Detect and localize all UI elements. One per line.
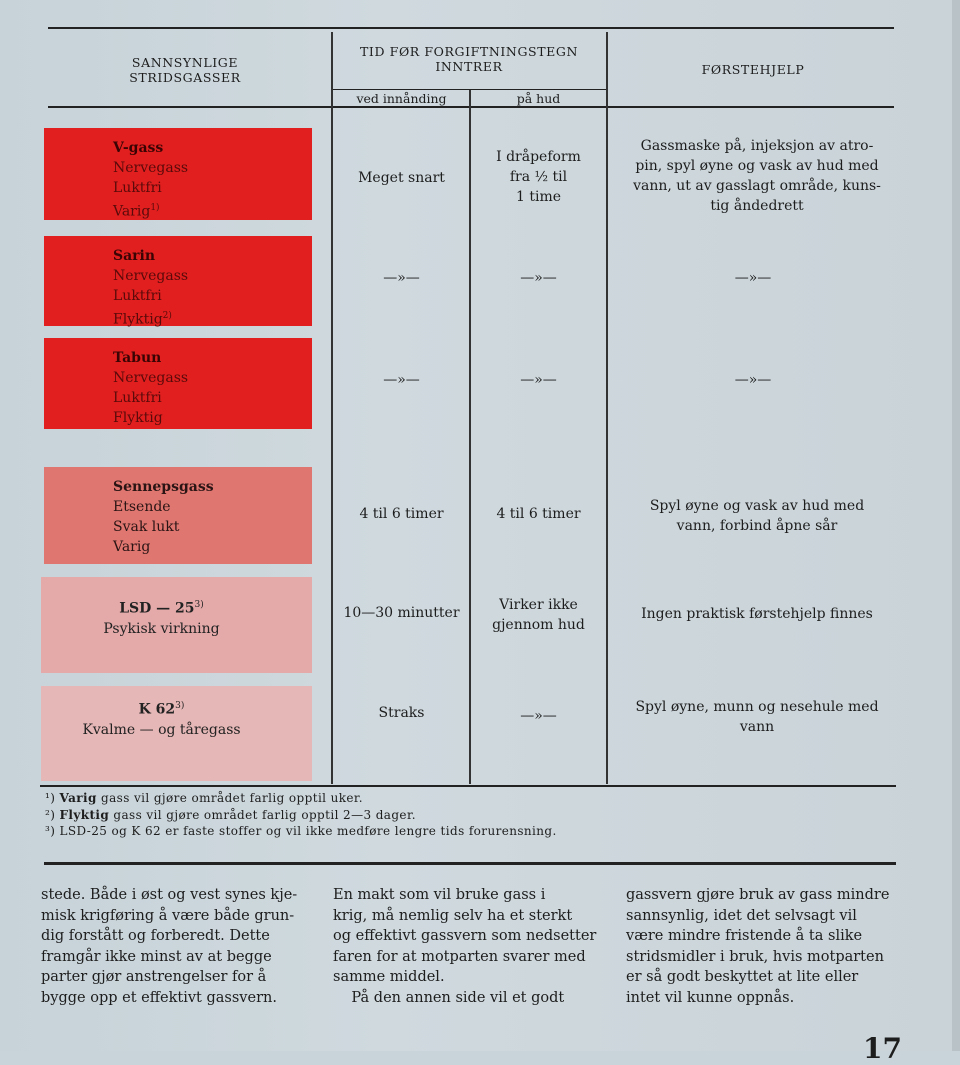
- skin-sarin: —»—: [520, 270, 557, 286]
- first-aid-sennepsgass: Spyl øyne og vask av hud med vann, forbind åpne sår: [649, 498, 865, 534]
- gas-name: K 62: [138, 701, 176, 718]
- header-first-aid: FØRSTEHJELP: [701, 62, 805, 77]
- subheader-skin: på hud: [516, 91, 561, 106]
- gas-name: LSD — 25: [119, 600, 195, 617]
- table-bottom-rule: [40, 785, 896, 787]
- gas-name: Sennepsgass: [113, 479, 214, 495]
- inhalation-lsd: 10—30 minutter: [343, 605, 460, 621]
- skin-lsd: Virker ikke gjennom hud: [492, 597, 585, 633]
- gas-box-sarin: Sarin Nervegass Luktfri Flyktig$^{2)}$: [44, 236, 312, 326]
- subheader-inhalation: ved innånding: [356, 91, 447, 106]
- body-column-3: gassvern gjøre bruk av gass mindre sannsynlig, idet det selvsagt vil være mindre fristende å ta slike stridsmidler i bruk, hvis motparten er så godt beskyttet at lite eller intet vil kunne oppnås.: [626, 887, 890, 1006]
- body-column-1: stede. Både i øst og vest synes kje- misk krigføring å være både grun- dig forstått og forberedt. Dette framgår ikke minst av at begge parter gjør anstrengelser for å bygge opp et effektivt gassvern.: [41, 887, 298, 1006]
- footnote-1: ¹) Varig gass vil gjøre området farlig opptil uker.: [45, 791, 363, 805]
- page-edge: [952, 0, 960, 1051]
- gas-box-sennepsgass: Sennepsgass Etsende Svak lukt Varig: [44, 467, 312, 564]
- inhalation-v-gass: Meget snart: [358, 170, 445, 186]
- gas-name: V-gass: [113, 140, 164, 156]
- inhalation-k62: Straks: [378, 705, 425, 721]
- table-top-rule: [48, 27, 894, 29]
- page-number: 17: [863, 1032, 902, 1065]
- section-rule: [44, 862, 896, 865]
- header-gases: SANNSYNLIGE STRIDSGASSER: [129, 55, 241, 85]
- first-aid-tabun: —»—: [734, 372, 772, 388]
- footnotes: [45, 790, 557, 840]
- header-time: TID FØR FORGIFTNINGSTEGN INNTRER: [360, 44, 578, 74]
- footnote-3: ³) LSD-25 og K 62 er faste stoffer og vil ikke medføre lengre tids forurensning.: [45, 824, 557, 838]
- inhalation-sennepsgass: 4 til 6 timer: [359, 506, 444, 522]
- footnote-2: ²) Flyktig gass vil gjøre området farlig opptil 2—3 dager.: [45, 807, 416, 822]
- gas-box-lsd: LSD — 25$^{3)}$ Psykisk virkning: [41, 577, 312, 673]
- body-column-2: En makt som vil bruke gass i krig, må nemlig selv ha et sterkt og effektivt gassvern som nedsetter faren for at motparten svarer med samme middel. På den annen side vil et godt: [333, 887, 597, 1006]
- inhalation-tabun: —»—: [383, 372, 420, 388]
- first-aid-lsd: Ingen praktisk førstehjelp finnes: [641, 606, 873, 622]
- skin-tabun: —»—: [520, 372, 557, 388]
- header-bottom-rule: [48, 106, 894, 108]
- inhalation-sarin: —»—: [383, 270, 420, 286]
- gas-name: Tabun: [113, 350, 162, 366]
- skin-sennepsgass: 4 til 6 timer: [496, 506, 581, 522]
- gas-box-tabun: Tabun Nervegass Luktfri Flyktig: [44, 338, 312, 429]
- skin-v-gass: I dråpeform fra ½ til 1 time: [496, 149, 581, 205]
- column-divider-1: [331, 32, 333, 784]
- column-divider-3: [606, 32, 608, 784]
- first-aid-v-gass: Gassmaske på, injeksjon av atro- pin, spyl øyne og vask av hud med vann, ut av gasslagt område, kuns- tig åndedrett: [633, 138, 881, 214]
- first-aid-k62: Spyl øyne, munn og nesehule med vann: [635, 699, 879, 735]
- gas-name: Sarin: [113, 248, 156, 264]
- gas-box-k62: K 62$^{3)}$ Kvalme — og tåregass: [41, 686, 312, 781]
- first-aid-sarin: —»—: [734, 270, 772, 286]
- gas-box-v-gass: V-gass Nervegass Luktfri Varig$^{1)}$: [44, 128, 312, 220]
- skin-k62: —»—: [520, 708, 557, 724]
